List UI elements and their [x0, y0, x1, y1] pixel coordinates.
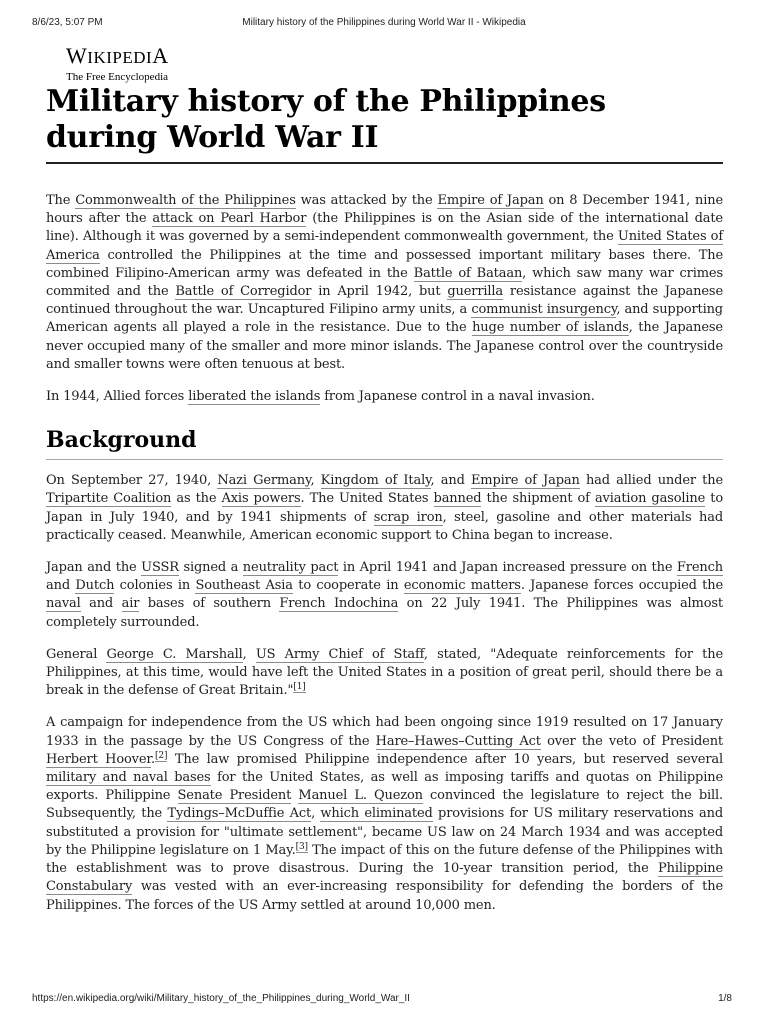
- article-link[interactable]: Dutch: [75, 578, 115, 594]
- logo-wordmark-text: WIKIPEDIA: [66, 43, 169, 68]
- article-link[interactable]: Philippine Constabulary: [46, 861, 723, 895]
- article-link[interactable]: Kingdom of Italy: [320, 473, 431, 489]
- article-link[interactable]: Tydings–McDuffie Act: [167, 806, 312, 822]
- article-link[interactable]: economic matters: [403, 578, 521, 594]
- article-link[interactable]: Axis powers: [221, 491, 301, 507]
- article-link[interactable]: Battle of Corregidor: [175, 284, 312, 300]
- article-link[interactable]: Commonwealth of the Philippines: [75, 193, 296, 208]
- article-link[interactable]: Battle of Bataan: [413, 265, 523, 281]
- article-link[interactable]: liberated the islands: [188, 389, 321, 405]
- print-page-title: Military history of the Philippines during World War II - Wikipedia: [242, 17, 526, 28]
- article-link[interactable]: Empire of Japan: [437, 193, 544, 208]
- article-link[interactable]: neutrality pact: [242, 560, 339, 576]
- paragraph: Japan and the USSR signed a neutrality pact in April 1941 and Japan increased pressure on the French and Dutch colonies in Southeast Asia to cooperate in economic matters. Japanese forces occupied the naval and air bases of southern French Indochina on 22 July 1941. The Philippines was almost completely surrounded.: [46, 560, 724, 630]
- article-link[interactable]: Empire of Japan: [470, 473, 580, 489]
- article-link[interactable]: banned: [433, 491, 482, 507]
- article-link[interactable]: Senate President: [177, 788, 292, 804]
- citation-link[interactable]: [1]: [293, 681, 306, 692]
- page-title: Military history of the Philippines during World War II: [46, 84, 723, 164]
- paragraph: In 1944, Allied forces liberated the islands from Japanese control in a naval invasion.: [46, 389, 595, 405]
- paragraph: On September 27, 1940, Nazi Germany, Kingdom of Italy, and Empire of Japan had allied under the Tripartite Coalition as the Axis powers. The United States banned the shipment of aviation gasoline to Japan in July 1940, and by 1941 shipments of scrap iron, steel, gasoline and other materials had practically ceased. Meanwhile, American economic support to China began to increase.: [46, 473, 724, 543]
- article-link[interactable]: US Army Chief of Staff: [255, 646, 424, 662]
- article-link[interactable]: air: [121, 596, 140, 612]
- article-link[interactable]: scrap iron: [373, 509, 443, 525]
- article-link[interactable]: military and naval bases: [46, 770, 211, 786]
- article-link[interactable]: naval: [46, 596, 81, 612]
- article-body: [46, 192, 723, 915]
- print-url: https://en.wikipedia.org/wiki/Military_history_of_the_Philippines_during_World_War_II: [32, 993, 410, 1004]
- logo-tagline: The Free Encyclopedia: [66, 71, 169, 83]
- article-link[interactable]: French: [676, 560, 723, 576]
- article-content: [46, 84, 723, 929]
- paragraph: The Commonwealth of the Philippines was attacked by the Empire of Japan on 8 December 1941, nine hours after the attack on Pearl Harbor (the Philippines is on the Asian side of the international date line). Although it was governed by a semi-independent commonwealth government, the United States of America controlled the Philippines at the time and possessed important military bases there. The combined Filipino-American army was defeated in the Battle of Bataan, which saw many war crimes commited and the Battle of Corregidor in April 1942, but guerrilla resistance against the Japanese continued throughout the war. Uncaptured Filipino army units, a communist insurgency, and supporting American agents all played a role in the resistance. Due to the huge number of islands, the Japanese never occupied many of the smaller and more minor islands. The Japanese control over the countryside and smaller towns were often tenuous at best.: [46, 193, 724, 372]
- article-link[interactable]: Tripartite Coalition: [46, 491, 172, 507]
- article-link[interactable]: which eliminated: [320, 806, 433, 822]
- article-link[interactable]: communist insurgency: [471, 302, 617, 318]
- article-link[interactable]: Hare–Hawes–Cutting Act: [375, 733, 541, 749]
- print-footer: [32, 993, 736, 1007]
- article-link[interactable]: USSR: [141, 560, 179, 576]
- citation-link[interactable]: [2]: [155, 750, 168, 761]
- print-page-number: 1/8: [718, 993, 732, 1004]
- citation-link[interactable]: [3]: [295, 841, 308, 852]
- logo-wordmark: [66, 45, 169, 69]
- section-heading: Background: [46, 425, 723, 460]
- article-link[interactable]: guerrilla: [447, 284, 504, 300]
- print-header: [32, 17, 736, 31]
- article-link[interactable]: attack on Pearl Harbor: [152, 211, 307, 227]
- print-datetime: 8/6/23, 5:07 PM: [32, 17, 103, 28]
- article-link[interactable]: Manuel L. Quezon: [298, 788, 423, 804]
- article-link[interactable]: Herbert Hoover: [46, 751, 152, 767]
- article-link[interactable]: French Indochina: [279, 596, 399, 612]
- article-link[interactable]: Nazi Germany: [217, 473, 311, 489]
- paragraph: General George C. Marshall, US Army Chief of Staff, stated, "Adequate reinforcements for the Philippines, at this time, would have left the United States in a position of great peril, should there be a break in the defense of Great Britain."[1]: [46, 646, 724, 699]
- article-link[interactable]: Southeast Asia: [195, 578, 293, 594]
- article-link[interactable]: George C. Marshall: [106, 646, 243, 662]
- article-link[interactable]: aviation gasoline: [594, 491, 706, 507]
- article-link[interactable]: United States of America: [46, 229, 723, 263]
- paragraph: A campaign for independence from the US which had been ongoing since 1919 resulted on 17 January 1933 in the passage by the US Congress of the Hare–Hawes–Cutting Act over the veto of President Herbert Hoover.[2] The law promised Philippine independence after 10 years, but reserved several military and naval bases for the United States, as well as imposing tariffs and quotas on Philippine exports. Philippine Senate President Manuel L. Quezon convinced the legislature to reject the bill. Subsequently, the Tydings–McDuffie Act, which eliminated provisions for US military reservations and substituted a provision for "ultimate settlement", became US law on 24 March 1934 and was accepted by the Philippine legislature on 1 May.[3] The impact of this on the future defense of the Philippines with the establishment was to prove disastrous. During the 10-year transition period, the Philippine Constabulary was vested with an ever-increasing responsibility for defending the borders of the Philippines. The forces of the US Army settled at around 10,000 men.: [46, 715, 724, 913]
- article-link[interactable]: huge number of islands: [472, 320, 629, 336]
- wikipedia-logo[interactable]: [66, 45, 169, 83]
